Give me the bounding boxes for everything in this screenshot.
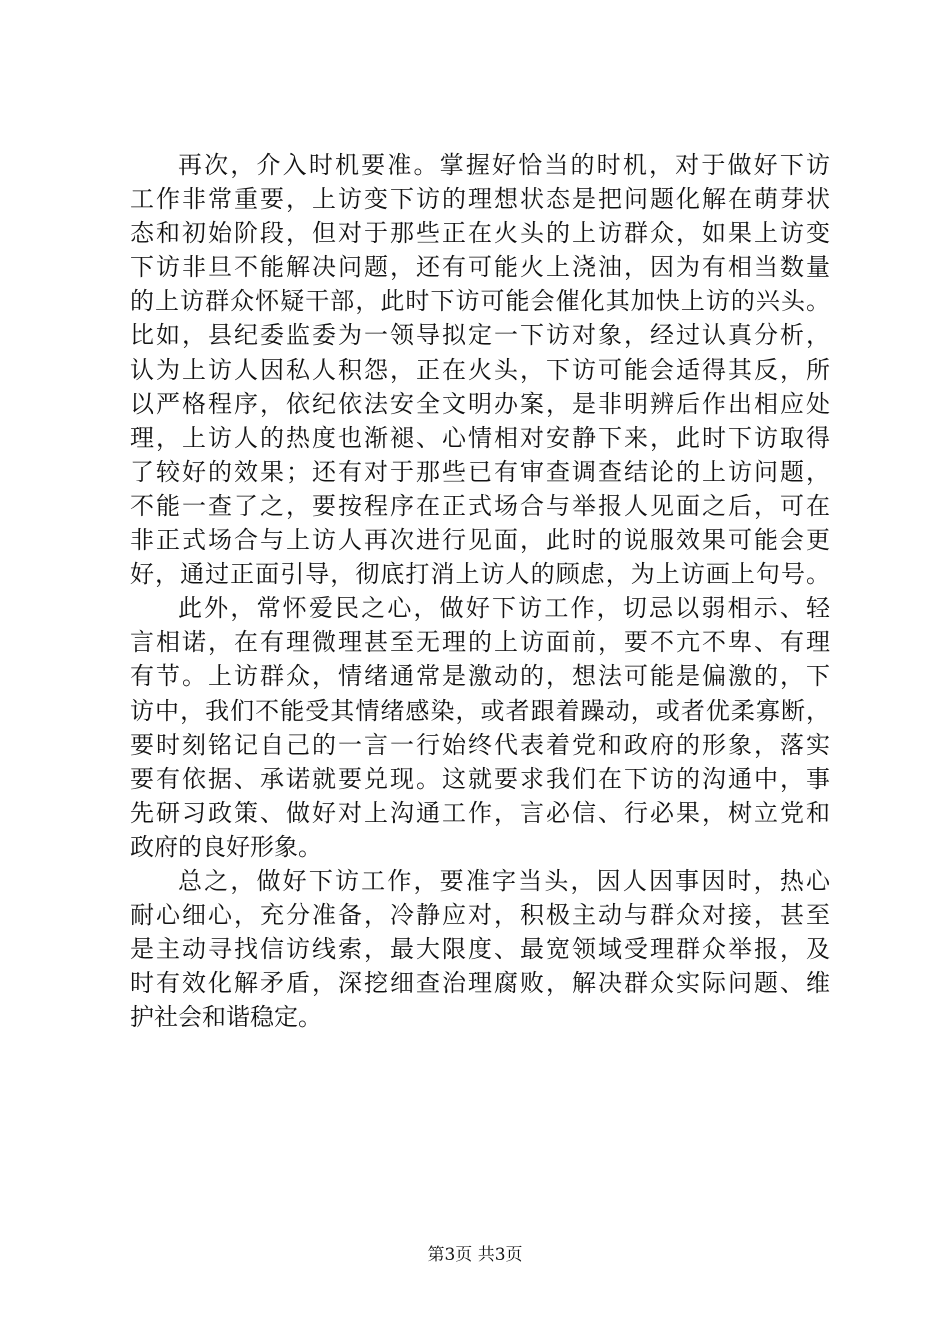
text-line: 此外，常怀爱民之心，做好下访工作，切忌以弱相示、轻 (178, 594, 830, 623)
page-number-footer: 第3页 共3页 (427, 1245, 523, 1265)
text-line: 非正式场合与上访人再次进行见面，此时的说服效果可能会更 (130, 526, 830, 555)
text-line: 政府的良好形象。 (130, 832, 322, 861)
text-line: 理，上访人的热度也渐褪、心情相对安静下来，此时下访取得 (130, 423, 830, 452)
text-line: 护社会和谐稳定。 (130, 1003, 322, 1032)
text-line: 认为上访人因私人积怨，正在火头，下访可能会适得其反，所 (130, 355, 830, 384)
text-line: 时有效化解矛盾，深挖细查治理腐败，解决群众实际问题、维 (130, 969, 830, 998)
text-line: 比如，县纪委监委为一领导拟定一下访对象，经过认真分析， (130, 321, 830, 350)
document-body (130, 148, 830, 1034)
paragraph-attitude (130, 591, 830, 864)
text-line: 先研习政策、做好对上沟通工作，言必信、行必果，树立党和 (130, 798, 830, 827)
text-line: 不能一查了之，要按程序在正式场合与举报人见面之后，可在 (130, 491, 830, 520)
text-line: 有节。上访群众，情绪通常是激动的，想法可能是偏激的，下 (130, 662, 830, 691)
text-line: 总之，做好下访工作，要准字当头，因人因事因时，热心 (178, 866, 830, 895)
text-line: 工作非常重要，上访变下访的理想状态是把问题化解在萌芽状 (130, 185, 830, 214)
text-line: 要有依据、承诺就要兑现。这就要求我们在下访的沟通中，事 (130, 764, 830, 793)
text-line: 耐心细心，充分准备，冷静应对，积极主动与群众对接，甚至 (130, 901, 830, 930)
text-line: 态和初始阶段，但对于那些正在火头的上访群众，如果上访变 (130, 219, 830, 248)
text-line: 再次，介入时机要准。掌握好恰当的时机，对于做好下访 (178, 151, 830, 179)
text-line: 以严格程序，依纪依法安全文明办案，是非明辨后作出相应处 (130, 389, 830, 418)
text-line: 言相诺，在有理微理甚至无理的上访面前，要不亢不卑、有理 (130, 628, 830, 657)
text-line: 的上访群众怀疑干部，此时下访可能会催化其加快上访的兴头。 (130, 287, 830, 316)
paragraph-conclusion (130, 864, 830, 1034)
text-line: 访中，我们不能受其情绪感染，或者跟着躁动，或者优柔寡断， (130, 696, 830, 725)
paragraph-timing (130, 148, 830, 591)
text-line: 下访非旦不能解决问题，还有可能火上浇油，因为有相当数量 (130, 253, 830, 282)
text-line: 好，通过正面引导，彻底打消上访人的顾虑，为上访画上句号。 (130, 560, 830, 589)
text-line: 要时刻铭记自己的一言一行始终代表着党和政府的形象，落实 (130, 730, 830, 759)
text-line: 是主动寻找信访线索，最大限度、最宽领域受理群众举报，及 (130, 935, 830, 964)
text-line: 了较好的效果；还有对于那些已有审查调查结论的上访问题， (130, 457, 830, 486)
